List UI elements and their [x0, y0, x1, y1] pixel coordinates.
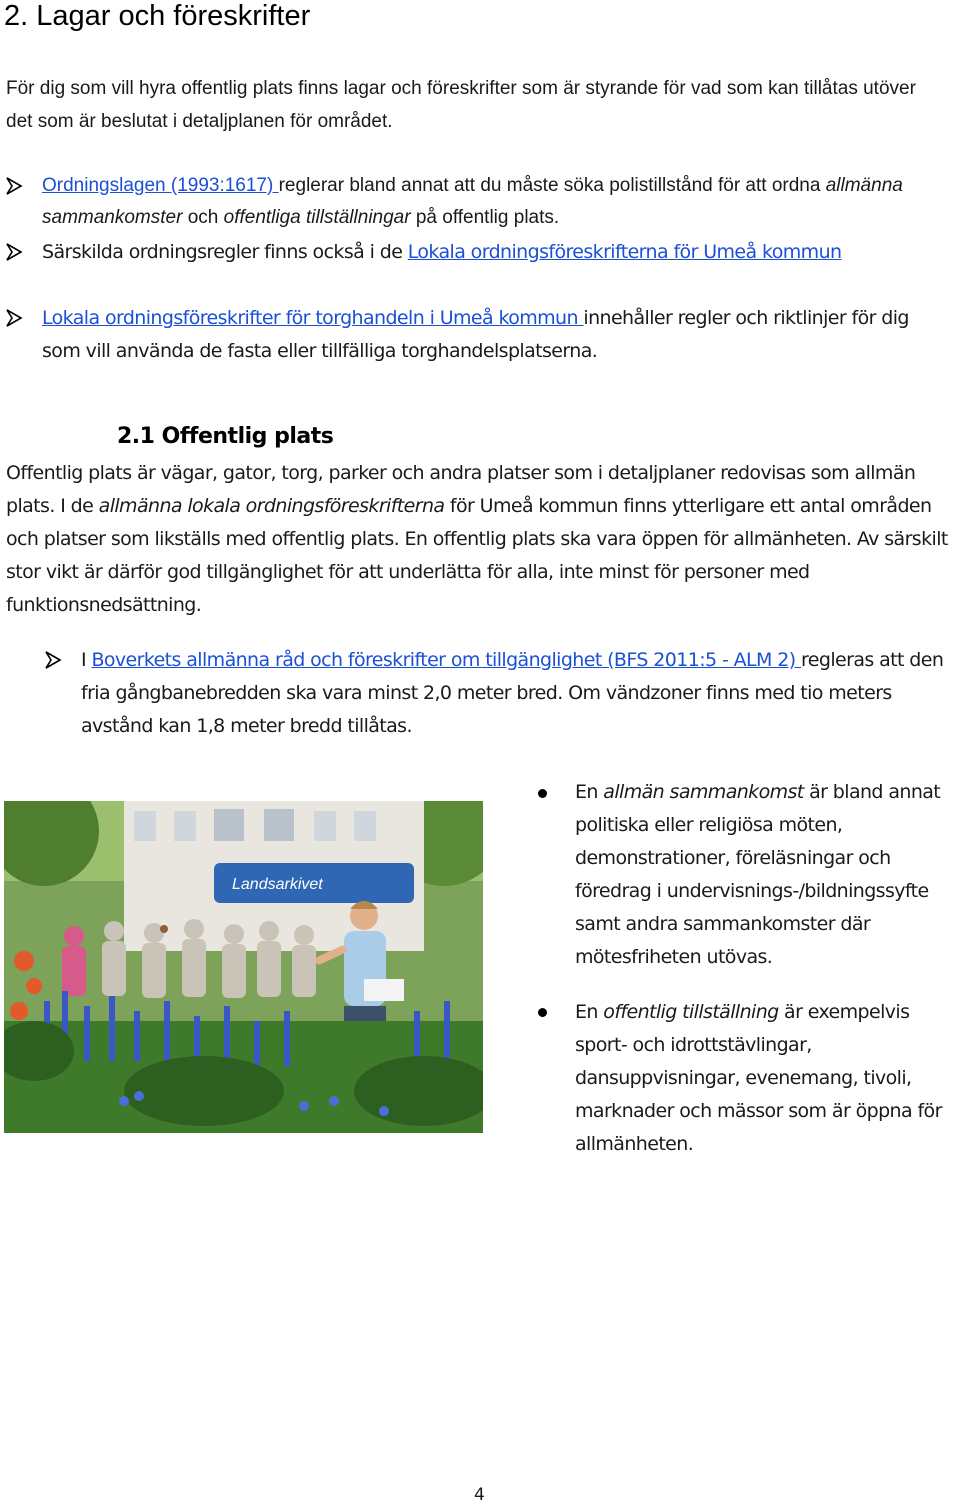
definition-sammankomst — [575, 776, 955, 974]
link-ordningslagen[interactable]: Ordningslagen (1993:1617) — [42, 175, 279, 196]
intro-paragraph: För dig som vill hyra offentlig plats finns lagar och föreskrifter som är styrande för vad som kan tillåtas utöver det som är beslutat i detaljplanen för området. — [6, 78, 916, 132]
page-number: 4 — [474, 1485, 485, 1505]
bullet-text: innehåller regler och riktlinjer för dig som vill använda de fasta eller tillfälliga torghandelsplatserna. — [42, 307, 909, 362]
bullet-boverket — [81, 644, 951, 743]
arrow-bullet-icon — [5, 177, 23, 195]
link-lokala-ordningsforeskrifterna[interactable]: Lokala ordningsföreskrifterna för Umeå kommun — [407, 241, 842, 263]
bullet-torghandel — [42, 302, 942, 368]
bullet-dot-icon — [538, 789, 547, 798]
arrow-bullet-icon — [5, 243, 23, 261]
bullet-text: reglerar bland annat att du måste söka polistillstånd för att ordna — [278, 175, 826, 196]
bullet-text: och — [182, 207, 224, 228]
definition-text: En — [575, 781, 604, 803]
photo-illustration — [4, 801, 483, 1133]
section-heading: 2.1 Offentlig plats — [117, 424, 334, 449]
definition-text: En — [575, 1001, 604, 1023]
outdoor-gathering-photo — [4, 801, 483, 1133]
term-lokala-ordningsforeskrifterna: allmänna lokala ordningsföreskrifterna — [98, 495, 445, 517]
bullet-text: I — [81, 649, 92, 671]
bullet-text: regleras att den fria gångbanebredden ska vara minst 2,0 meter bred. Om vändzoner finns med tio meters avstånd kan 1,8 meter bredd tillåtas. — [81, 649, 944, 737]
bullet-dot-icon — [538, 1008, 547, 1017]
paragraph-text: Offentlig plats är vägar, gator, torg, parker och andra platser som i detaljplaner redovisas som allmän plats. I de — [6, 462, 916, 517]
definition-tillstallning — [575, 996, 955, 1161]
arrow-bullet-icon — [44, 651, 62, 669]
link-torghandel[interactable]: Lokala ordningsföreskrifter för torghandeln i Umeå kommun — [42, 307, 584, 329]
term-allman-sammankomst: allmän sammankomst — [603, 781, 804, 803]
definition-text: är bland annat politiska eller religiösa möten, demonstrationer, föreläsningar och föredrag i undervisnings-/bildningssyfte samt andra sammankomster där mötesfriheten utövas. — [575, 781, 941, 968]
bullet-text: Särskilda ordningsregler finns också i de — [42, 241, 408, 263]
paragraph-text: för Umeå kommun finns ytterligare ett antal områden och platser som likställs med offentlig plats. En offentlig plats ska vara öppen för allmänheten. Av särskilt stor vikt är därför god tillgänglighet för att underlätta för alla, inte minst för personer med funktionsnedsättning. — [6, 495, 948, 616]
bullet-text: på offentlig plats. — [410, 207, 560, 228]
page-heading: 2. Lagar och föreskrifter — [4, 0, 311, 32]
bullet-sarskilda — [42, 236, 952, 268]
link-boverket[interactable]: Boverkets allmänna råd och föreskrifter om tillgänglighet (BFS 2011:5 - ALM 2) — [91, 649, 802, 671]
bullet-ordningslagen — [42, 170, 942, 234]
definition-text: är exempelvis sport- och idrottstävlingar, dansuppvisningar, evenemang, tivoli, marknader och mässor som är öppna för allmänheten. — [575, 1001, 942, 1155]
term-offentliga-tillstallningar: offentliga tillställningar — [223, 207, 411, 228]
section-paragraph — [6, 457, 956, 622]
term-allmanna-sammankomster: allmänna sammankomster — [42, 175, 903, 228]
arrow-bullet-icon — [5, 309, 23, 327]
term-offentlig-tillstallning: offentlig tillställning — [603, 1001, 779, 1023]
building-sign-text: Landsarkivet — [232, 876, 323, 893]
